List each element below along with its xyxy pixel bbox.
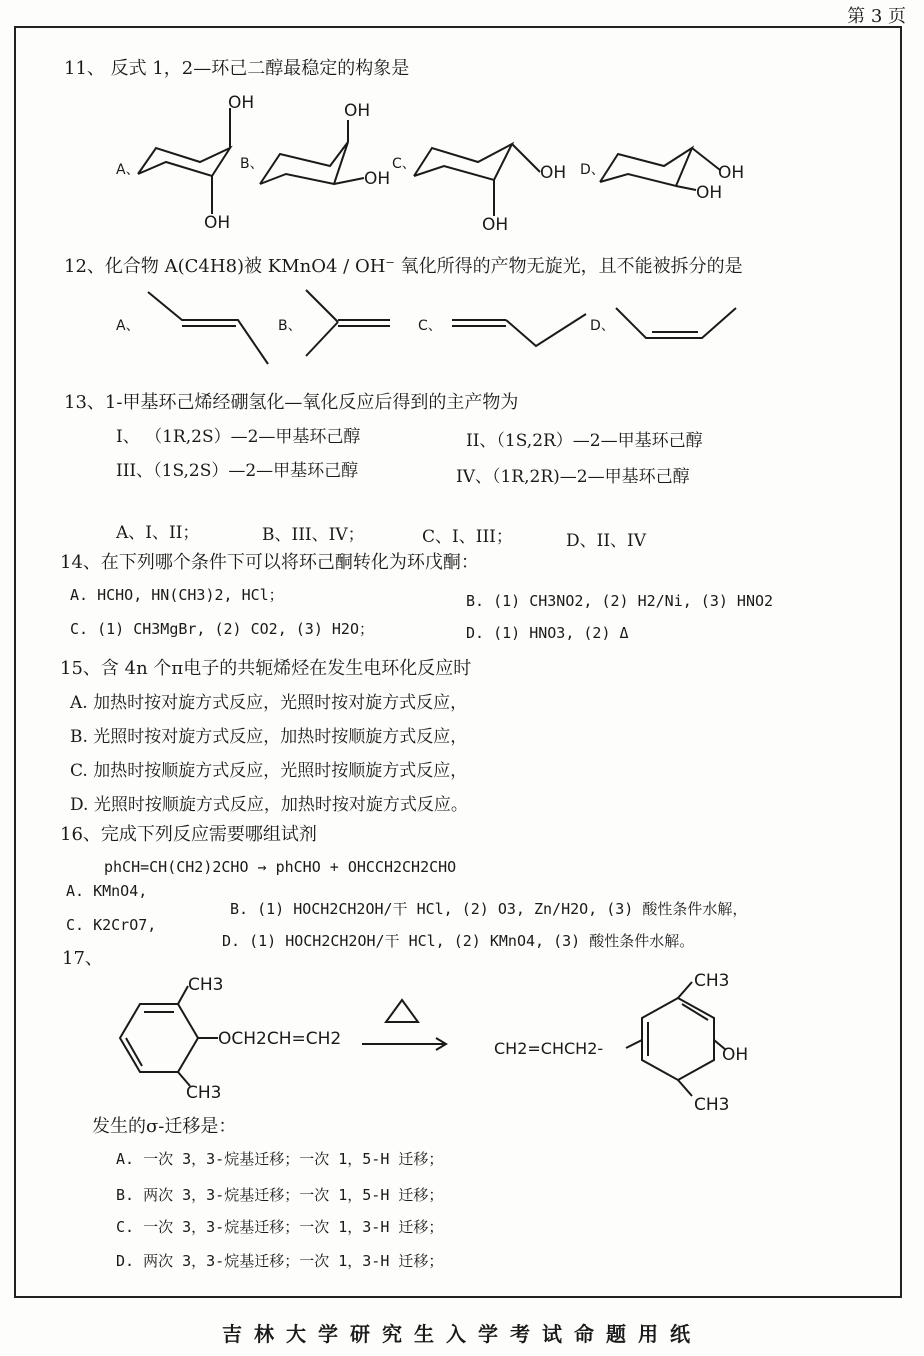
q12-label-c: C、 — [418, 318, 442, 334]
q17-reactant-substituent: OCH2CH=CH2 — [218, 1029, 342, 1049]
q17-option-c: C. 一次 3，3-烷基迁移；一次 1，3-H 迁移； — [116, 1218, 444, 1236]
q12-structures — [100, 284, 760, 370]
q11-structures — [100, 86, 780, 236]
page-footer: 吉林大学研究生入学考试命题用纸 — [222, 1322, 702, 1346]
q14-option-c: C. (1) CH3MgBr, (2) CO2, (3) H2O； — [70, 620, 374, 638]
q13-option-d: D、II、IV — [566, 531, 647, 551]
q14-option-d: D. (1) HNO3, (2) Δ — [466, 624, 629, 642]
q14-option-a: A. HCHO, HN(CH3)2, HCl； — [70, 586, 284, 604]
q13-item-4: IV、（1R,2R)—2—甲基环己醇 — [456, 467, 690, 487]
q11-a-oh-top: OH — [228, 93, 255, 113]
q17-option-b: B. 两次 3，3-烷基迁移；一次 1，5-H 迁移； — [116, 1186, 444, 1204]
q17-product-chain: CH2=CHCH2- — [494, 1039, 604, 1058]
q13-stem: 13、1-甲基环己烯经硼氢化—氧化反应后得到的主产物为 — [64, 392, 519, 413]
q11-chair-b — [260, 120, 364, 184]
q17-option-a: A. 一次 3，3-烷基迁移；一次 1，5-H 迁移； — [116, 1150, 444, 1168]
q11-stem: 11、 反式 1，2—环己二醇最稳定的构象是 — [64, 58, 410, 79]
q12-structure-a — [148, 292, 268, 364]
q11-b-oh-top: OH — [344, 101, 371, 121]
q11-label-b: B、 — [240, 156, 264, 172]
q17-sub-stem: 发生的σ-迁移是： — [92, 1116, 237, 1137]
q17-heat-arrow — [362, 1000, 446, 1050]
q13-item-1: I、 （1R,2S）—2—甲基环己醇 — [116, 427, 361, 447]
q17-product-ch3-bottom: CH3 — [694, 1095, 730, 1115]
q12-stem: 12、化合物 A(C4H8)被 KMnO4 / OH⁻ 氧化所得的产物无旋光，且不能被拆分的是 — [64, 256, 743, 277]
q13-option-a: A、I、II； — [116, 523, 200, 543]
q11-c-oh-bottom: OH — [482, 215, 509, 235]
q12-structure-d — [616, 308, 736, 338]
q17-reactant-ch3-top: CH3 — [188, 975, 224, 995]
q16-reaction: phCH=CH(CH2)2CHO → phCHO + OHCCH2CH2CHO — [104, 858, 457, 876]
q11-d-oh-1: OH — [718, 163, 745, 183]
q13-option-b: B、III、IV； — [262, 525, 365, 545]
q17-reactant-ring — [120, 986, 218, 1086]
q15-option-c: C. 加热时按顺旋方式反应，光照时按顺旋方式反应， — [70, 761, 468, 781]
q11-a-oh-bottom: OH — [204, 213, 231, 233]
q13-item-3: III、（1S,2S）—2—甲基环己醇 — [116, 461, 359, 481]
q11-c-oh-right: OH — [540, 163, 567, 183]
q11-b-oh-right: OH — [364, 169, 391, 189]
q12-label-b: B、 — [278, 318, 302, 334]
q15-option-d: D. 光照时按顺旋方式反应，加热时按对旋方式反应。 — [70, 795, 468, 815]
q15-option-a: A. 加热时按对旋方式反应，光照时按对旋方式反应， — [70, 693, 468, 713]
q16-option-b: B. (1) HOCH2CH2OH/干 HCl, (2) O3, Zn/H2O, (3) 酸性条件水解， — [230, 900, 748, 918]
q12-label-d: D、 — [590, 318, 615, 334]
q14-option-b: B. (1) CH3NO2, (2) H2/Ni, (3) HNO2 — [466, 592, 774, 610]
q16-option-c: C. K2CrO7, — [66, 916, 157, 934]
q17-product-ch3-top: CH3 — [694, 971, 730, 991]
q17-reactant-ch3-bottom: CH3 — [186, 1083, 222, 1103]
q11-label-a: A、 — [116, 162, 140, 178]
q17-option-d: D. 两次 3，3-烷基迁移；一次 1，3-H 迁移； — [116, 1252, 444, 1270]
q17-product-oh: OH — [722, 1045, 749, 1065]
q17-reaction-scheme — [80, 970, 800, 1120]
q16-stem: 16、完成下列反应需要哪组试剂 — [60, 824, 317, 845]
q13-option-c: C、I、III； — [422, 527, 513, 547]
q16-option-a: A. KMnO4, — [66, 882, 148, 900]
q15-option-b: B. 光照时按对旋方式反应，加热时按顺旋方式反应， — [70, 727, 468, 747]
q15-stem: 15、含 4n 个π电子的共轭烯烃在发生电环化反应时 — [60, 658, 472, 679]
q17-product-ring — [626, 982, 726, 1096]
q11-chair-a — [138, 108, 230, 214]
q12-label-a: A、 — [116, 318, 140, 334]
q12-structure-c — [452, 314, 586, 346]
q14-stem: 14、在下列哪个条件下可以将环己酮转化为环戊酮： — [60, 552, 479, 573]
page-label: 第 3 页 — [847, 6, 906, 27]
q11-chair-c — [414, 144, 540, 216]
q13-item-2: II、（1S,2R）—2—甲基环己醇 — [466, 431, 703, 451]
q17-stem: 17、 — [62, 948, 103, 969]
q11-label-d: D、 — [580, 162, 605, 178]
q11-d-oh-2: OH — [696, 183, 723, 203]
q16-option-d: D. (1) HOCH2CH2OH/干 HCl, (2) KMnO4, (3) 酸性条件水解。 — [222, 932, 695, 950]
q12-structure-b — [306, 290, 390, 356]
q11-label-c: C、 — [392, 156, 416, 172]
